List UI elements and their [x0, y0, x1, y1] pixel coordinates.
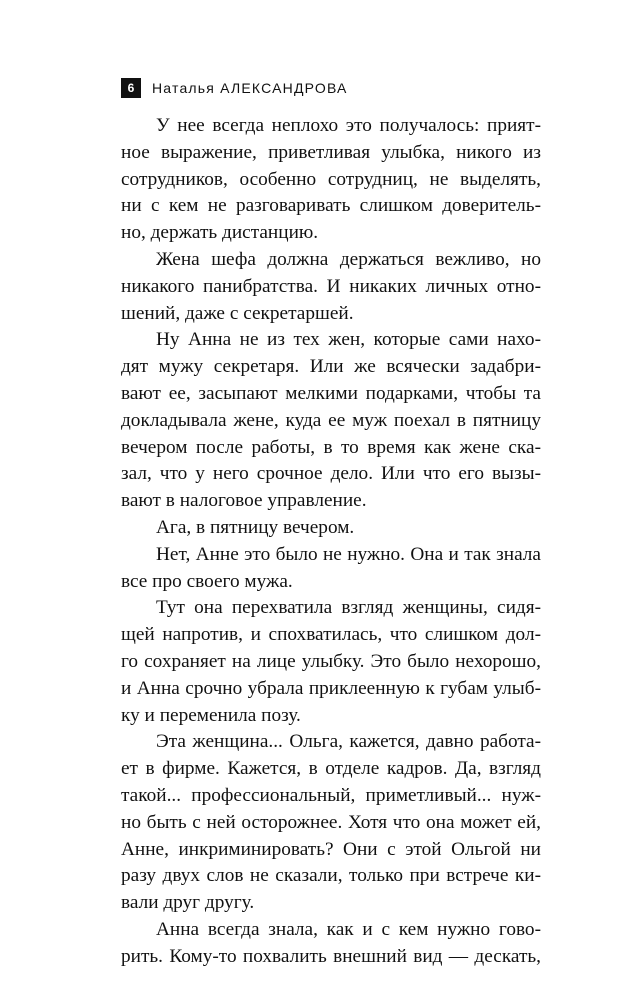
- text-line: ку и переменила позу.: [121, 704, 301, 726]
- text-line: докладывала жене, куда ее муж поехал в пятницу: [121, 409, 541, 431]
- text-line: Анна всегда знала, как и с кем нужно гово-: [156, 918, 541, 940]
- text-line: Ну Анна не из тех жен, которые сами нахо-: [156, 329, 541, 351]
- text-line: ное выражение, приветливая улыбка, никого из: [121, 141, 541, 163]
- text-line: но быть с ней осторожнее. Хотя что она может ей,: [121, 811, 541, 833]
- text-line: сотрудников, особенно сотрудниц, не выделять,: [121, 168, 541, 190]
- text-line: Тут она перехватила взгляд женщины, сидя-: [156, 597, 541, 619]
- paragraph: [121, 729, 541, 917]
- text-line: никакого панибратства. И никаких личных отно-: [121, 275, 541, 297]
- text-line: У нее всегда неплохо это получалось: прият-: [156, 115, 541, 136]
- text-line: ет в фирме. Кажется, в отделе кадров. Да, взгляд: [121, 758, 541, 780]
- text-line: вечером после работы, в то время как жене ска-: [121, 436, 541, 458]
- running-head: Наталья АЛЕКСАНДРОВА: [152, 80, 348, 96]
- paragraph: [121, 327, 541, 515]
- text-line: шений, даже с секретаршей.: [121, 302, 354, 324]
- text-line: и Анна срочно убрала приклеенную к губам улыб-: [121, 677, 541, 699]
- text-line: зал, что у него срочное дело. Или что его вызы-: [121, 463, 541, 485]
- page-header: [121, 77, 348, 99]
- text-line: такой... профессиональный, приметливый... нуж-: [121, 784, 541, 806]
- text-line: вают ее, засыпают мелкими подарками, чтобы та: [121, 382, 541, 404]
- text-line: Жена шефа должна держаться вежливо, но: [156, 248, 541, 270]
- text-line: щей напротив, и спохватилась, что слишком дол-: [121, 624, 541, 646]
- text-line: дят мужу секретаря. Или же всячески задабри-: [121, 356, 541, 378]
- text-line: вали друг другу.: [121, 892, 255, 914]
- text-line: Нет, Анне это было не нужно. Она и так знала: [156, 543, 541, 565]
- paragraph: [121, 247, 541, 327]
- paragraph: [121, 542, 541, 596]
- text-line: Эта женщина... Ольга, кажется, давно работа-: [156, 731, 541, 753]
- paragraph: [121, 515, 541, 542]
- text-line: го сохраняет на лице улыбку. Это было нехорошо,: [121, 650, 541, 672]
- text-line: все про своего мужа.: [121, 570, 293, 592]
- paragraph: [121, 595, 541, 729]
- body-text: [121, 113, 541, 971]
- text-line: рить. Кому-то похвалить внешний вид — дескать,: [121, 945, 541, 967]
- text-line: Анне, инкриминировать? Они с этой Ольгой ни: [121, 838, 541, 860]
- text-line: вают в налоговое управление.: [121, 490, 367, 512]
- page-number: 6: [121, 78, 141, 98]
- text-line: ни с кем не разговаривать слишком доверитель-: [121, 195, 541, 217]
- paragraph: [121, 113, 541, 247]
- paragraph: [121, 917, 541, 971]
- text-line: разу двух слов не сказали, только при встрече ки-: [121, 865, 541, 887]
- text-line: но, держать дистанцию.: [121, 222, 319, 244]
- text-line: Ага, в пятницу вечером.: [156, 516, 355, 538]
